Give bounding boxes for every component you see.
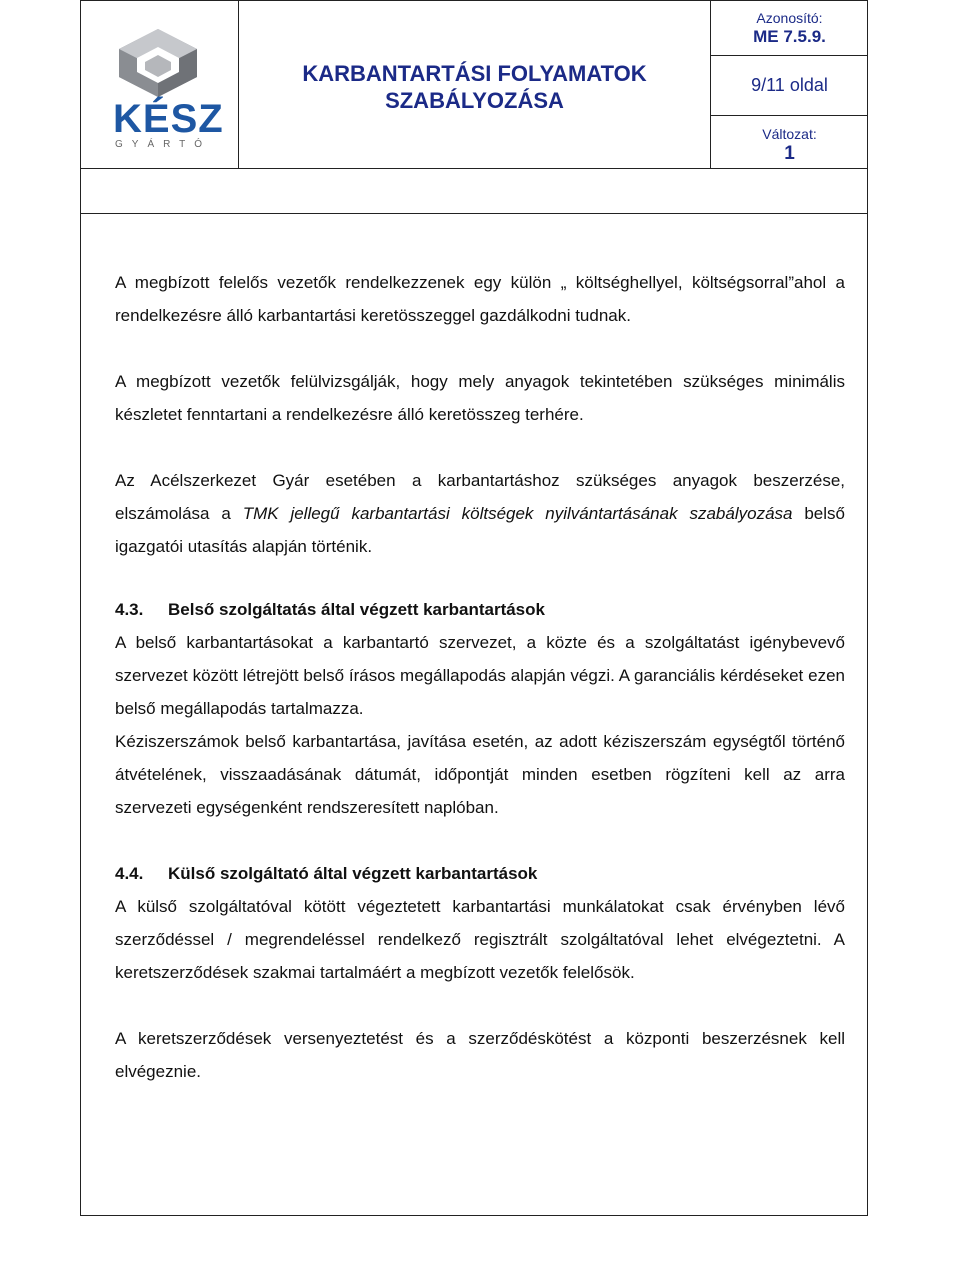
section-heading-4-3: [115, 593, 845, 626]
section-number: 4.3.: [115, 600, 144, 619]
logo-sub-text: GYÁRTÓ: [115, 139, 212, 150]
section-title: Belső szolgáltatás által végzett karbantartások: [168, 600, 545, 619]
logo-brand-text: KÉSZ: [113, 97, 224, 141]
document-title-line1: KARBANTARTÁSI FOLYAMATOK: [302, 60, 647, 86]
identifier-value: ME 7.5.9.: [753, 27, 826, 46]
version-label: Változat:: [762, 126, 817, 142]
paragraph-hand-tools: Kéziszerszámok belső karbantartása, javítása esetén, az adott kéziszerszám egységtől történő átvételének, visszaadásának dátumát, időpontját minden esetben rögzíteni kell az arra szervezeti egységenként rendszeresített naplóban.: [115, 732, 845, 817]
paragraph-steel-factory-italic: TMK jellegű karbantartási költségek nyilvántartásának szabályozása: [242, 504, 793, 523]
paragraph-external-maintenance: A külső szolgáltatóval kötött végeztetett karbantartási munkálatokat csak érvényben lévő szerződéssel / megrendeléssel rendelkező regisztrált szolgáltatóval lehet elvégeztetni. A keretszerződések szakmai tartalmáért a megbízott vezetők felelősök.: [115, 897, 845, 982]
paragraph-cost-center: A megbízott felelős vezetők rendelkezzenek egy külön „ költséghellyel, költségsorral”ahol a rendelkezésre álló karbantartási keretösszeggel gazdálkodni tudnak.: [115, 273, 845, 325]
paragraph-steel-factory: [115, 464, 845, 563]
logo-cell: [81, 1, 239, 169]
paragraph-steel-factory-part2: belső igazgatói utasítás alapján történik.: [115, 504, 845, 556]
identifier-label: Azonosító:: [756, 10, 823, 26]
page-number: 9/11 oldal: [711, 56, 868, 116]
kesz-logo-icon: [109, 27, 207, 99]
document-content: [115, 266, 845, 1088]
version-value: 1: [784, 143, 795, 164]
document-header: [80, 0, 868, 214]
section-heading-4-4: [115, 857, 845, 890]
paragraph-framework-contracts: A keretszerződések versenyeztetést és a szerződéskötést a központi beszerzésnek kell elvégeznie.: [115, 1029, 845, 1081]
version-cell: [711, 116, 868, 169]
identifier-cell: [711, 1, 868, 56]
title-cell: [239, 1, 711, 169]
paragraph-minimum-stock: A megbízott vezetők felülvizsgálják, hogy mely anyagok tekintetében szükséges minimális készletet fenntartani a rendelkezésre álló keretösszeg terhére.: [115, 372, 845, 424]
section-title: Külső szolgáltató által végzett karbantartások: [168, 864, 538, 883]
paragraph-steel-factory-part1: Az Acélszerkezet Gyár esetében a karbantartáshoz szükséges anyagok beszerzése, elszámolása a: [115, 471, 845, 523]
section-number: 4.4.: [115, 864, 144, 883]
paragraph-internal-maintenance: A belső karbantartásokat a karbantartó szervezet, a közte és a szolgáltatást igénybevevő szervezet között létrejött belső írásos megállapodás alapján végzi. A garanciális kérdéseket ezen belső megállapodás tartalmazza.: [115, 633, 845, 718]
document-title-line2: SZABÁLYOZÁSA: [385, 87, 564, 113]
